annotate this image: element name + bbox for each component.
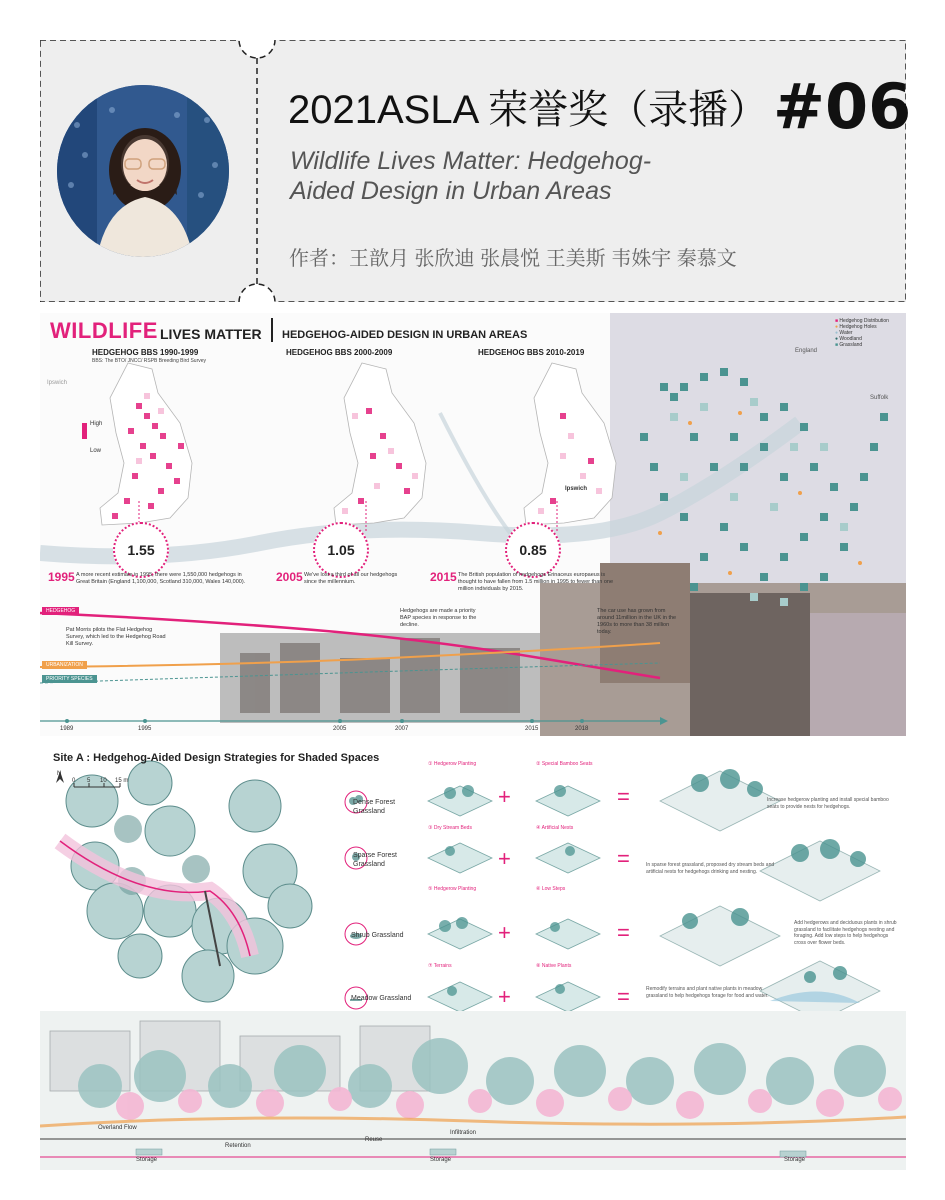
map-label-2000: HEDGEHOG BBS 2000-2009	[286, 348, 393, 357]
section-label-storage-3: Storage	[784, 1157, 806, 1163]
result-text-3: Add hedgerows and deciduous plants in shrub grassland to facilitate hedgehogs nesting and foraging. Add low steps to help hedgehogs cross over flower beds.	[794, 920, 897, 946]
event-text-1995: A more recent estimate in 1995, there were 1,550,000 hedgehogs in Great Britain (England 1,100,000, Scotland 310,000, Wales 140,000).	[76, 572, 246, 585]
type-sparse-forest: Sparse Forest Grassland	[353, 852, 397, 868]
section-label-overland-flow: Overland Flow	[98, 1125, 137, 1131]
axis-year-1989: 1989	[60, 726, 74, 732]
author-avatar	[57, 85, 229, 257]
project-title-line-1: Wildlife Lives Matter: Hedgehog-	[290, 147, 652, 175]
line-label-urbanization: URBANIZATION	[42, 661, 87, 669]
note-bap-species: Hedgehogs are made a priority BAP species in response to the decline.	[400, 608, 477, 628]
value-circle-2005: 1.05	[313, 522, 369, 578]
north-arrow-label: N	[57, 771, 62, 777]
axis-year-1995: 1995	[138, 726, 152, 732]
authors: 作者：王歆月 张欣迪 张晨悦 王美斯 韦姝宇 秦慕文	[289, 248, 737, 270]
note-pat-morris: Pat Morris pilots the Flat Hedgehog Survey, which led to the Hedgehog Road Kill Survey.	[66, 627, 166, 647]
section-label-reuse: Reuse	[365, 1137, 383, 1143]
legend-water: ● Water	[835, 330, 853, 336]
portrait-illustration	[57, 85, 229, 257]
equals-4: =	[617, 984, 630, 1009]
title-divider	[271, 318, 273, 342]
legend-hedgehog-distribution: ■ Hedgehog Distribution	[835, 318, 889, 324]
project-title-line-2: Aided Design in Urban Areas	[290, 177, 612, 205]
scale-15m: 15 m	[115, 778, 129, 784]
project-title	[290, 146, 810, 206]
strategy-6: ⑥ Low Steps	[536, 886, 566, 892]
line-label-priority: PRIORITY SPECIES	[42, 675, 97, 683]
event-text-2005: We've lost a third of all our hedgehogs since the millennium.	[304, 572, 398, 585]
plus-2: +	[498, 846, 511, 871]
site-a-title: Site A : Hedgehog-Aided Design Strategies for Shaded Spaces	[53, 752, 380, 764]
strategy-7: ⑦ Terrains	[428, 963, 452, 969]
type-dense-forest: Dense Forest Grassland	[353, 799, 396, 815]
plus-3: +	[498, 920, 511, 945]
poster-timeline	[40, 313, 906, 736]
strategy-8: ⑧ Native Plants	[536, 963, 572, 969]
scale-5: 5	[87, 778, 91, 784]
result-text-2: In sparse forest grassland, proposed dry stream beds and artificial nests for hedgehogs drinking and nesting.	[646, 862, 775, 875]
event-year-2005: 2005	[276, 570, 303, 584]
event-year-1995: 1995	[48, 570, 75, 584]
ipswich-label: Ipswich	[47, 380, 68, 386]
suffolk-label: Suffolk	[870, 395, 889, 401]
note-car-use: The car use has grown from around 11million in the UK in the 1960s to more than 38 million today.	[597, 608, 677, 635]
strategy-4: ④ Artificial Nests	[536, 825, 574, 831]
wildlife-title: WILDLIFE	[50, 318, 158, 343]
map-label-2010: HEDGEHOG BBS 2010-2019	[478, 348, 585, 357]
award-title: 2021ASLA 荣誉奖（录播）	[288, 88, 769, 132]
legend-grassland: ■ Grassland	[835, 342, 863, 348]
plus-4: +	[498, 984, 511, 1009]
scale-0: 0	[72, 778, 76, 784]
poster-subtitle: HEDGEHOG-AIDED DESIGN IN URBAN AREAS	[282, 329, 528, 341]
lives-matter-title: LIVES MATTER	[160, 326, 262, 342]
legend-hedgehog-holes: ● Hedgehog Holes	[835, 324, 877, 330]
result-text-4: Remodify terrains and plant native plants in meadow grassland to help hedgehogs forage for food and water.	[646, 986, 769, 999]
map-source: BBS: The BTO/ JNCC/ RSPB Breeding Bird Survey	[92, 358, 207, 364]
result-text-1: Increase hedgerow planting and install special bamboo seats to provide nests for hedgehogs.	[767, 797, 889, 810]
section-label-storage-2: Storage	[430, 1157, 452, 1163]
legend-woodland: ● Woodland	[835, 336, 862, 342]
axis-year-2007: 2007	[395, 726, 409, 732]
plus-1: +	[498, 784, 511, 809]
event-text-2015: The British population of hedgehogs Erinaceus europaeus is thought to have fallen from 1.5 million in 1995 to fewer than one million individuals by 2015.	[458, 572, 614, 592]
event-year-2015: 2015	[430, 570, 457, 584]
value-circle-2015: 0.85	[505, 522, 561, 578]
strategy-2: ② Special Bamboo Seats	[536, 761, 593, 767]
axis-year-2005: 2005	[333, 726, 347, 732]
section-label-storage-1: Storage	[136, 1157, 158, 1163]
strategy-5: ⑤ Hedgerow Planting	[428, 886, 477, 892]
equals-2: =	[617, 846, 630, 871]
section-label-retention: Retention	[225, 1143, 251, 1149]
equals-1: =	[617, 784, 630, 809]
scale-10: 10	[100, 778, 107, 784]
ipswich-label-2: Ipswich	[565, 486, 588, 492]
equals-3: =	[617, 920, 630, 945]
axis-year-2018: 2018	[575, 726, 589, 732]
poster-timeline-graphics	[40, 313, 906, 736]
strategy-1: ① Hedgerow Planting	[428, 761, 477, 767]
type-meadow-grassland: Meadow Grassland	[351, 995, 412, 1002]
type-shrub-grassland: Shrub Grassland	[351, 932, 404, 939]
map-legend	[835, 318, 889, 348]
map-label-1990: HEDGEHOG BBS 1990-1999	[92, 348, 199, 357]
section-label-infiltration: Infiltration	[450, 1130, 477, 1136]
value-circle-1995: 1.55	[113, 522, 169, 578]
episode-number: #06	[773, 70, 912, 143]
axis-year-2015: 2015	[525, 726, 539, 732]
legend-low: Low	[90, 448, 102, 454]
line-label-hedgehog: HEDGEHOG	[42, 607, 79, 615]
legend-high: High	[90, 421, 103, 427]
strategy-3: ③ Dry Stream Beds	[428, 825, 472, 831]
england-label: England	[795, 348, 818, 354]
